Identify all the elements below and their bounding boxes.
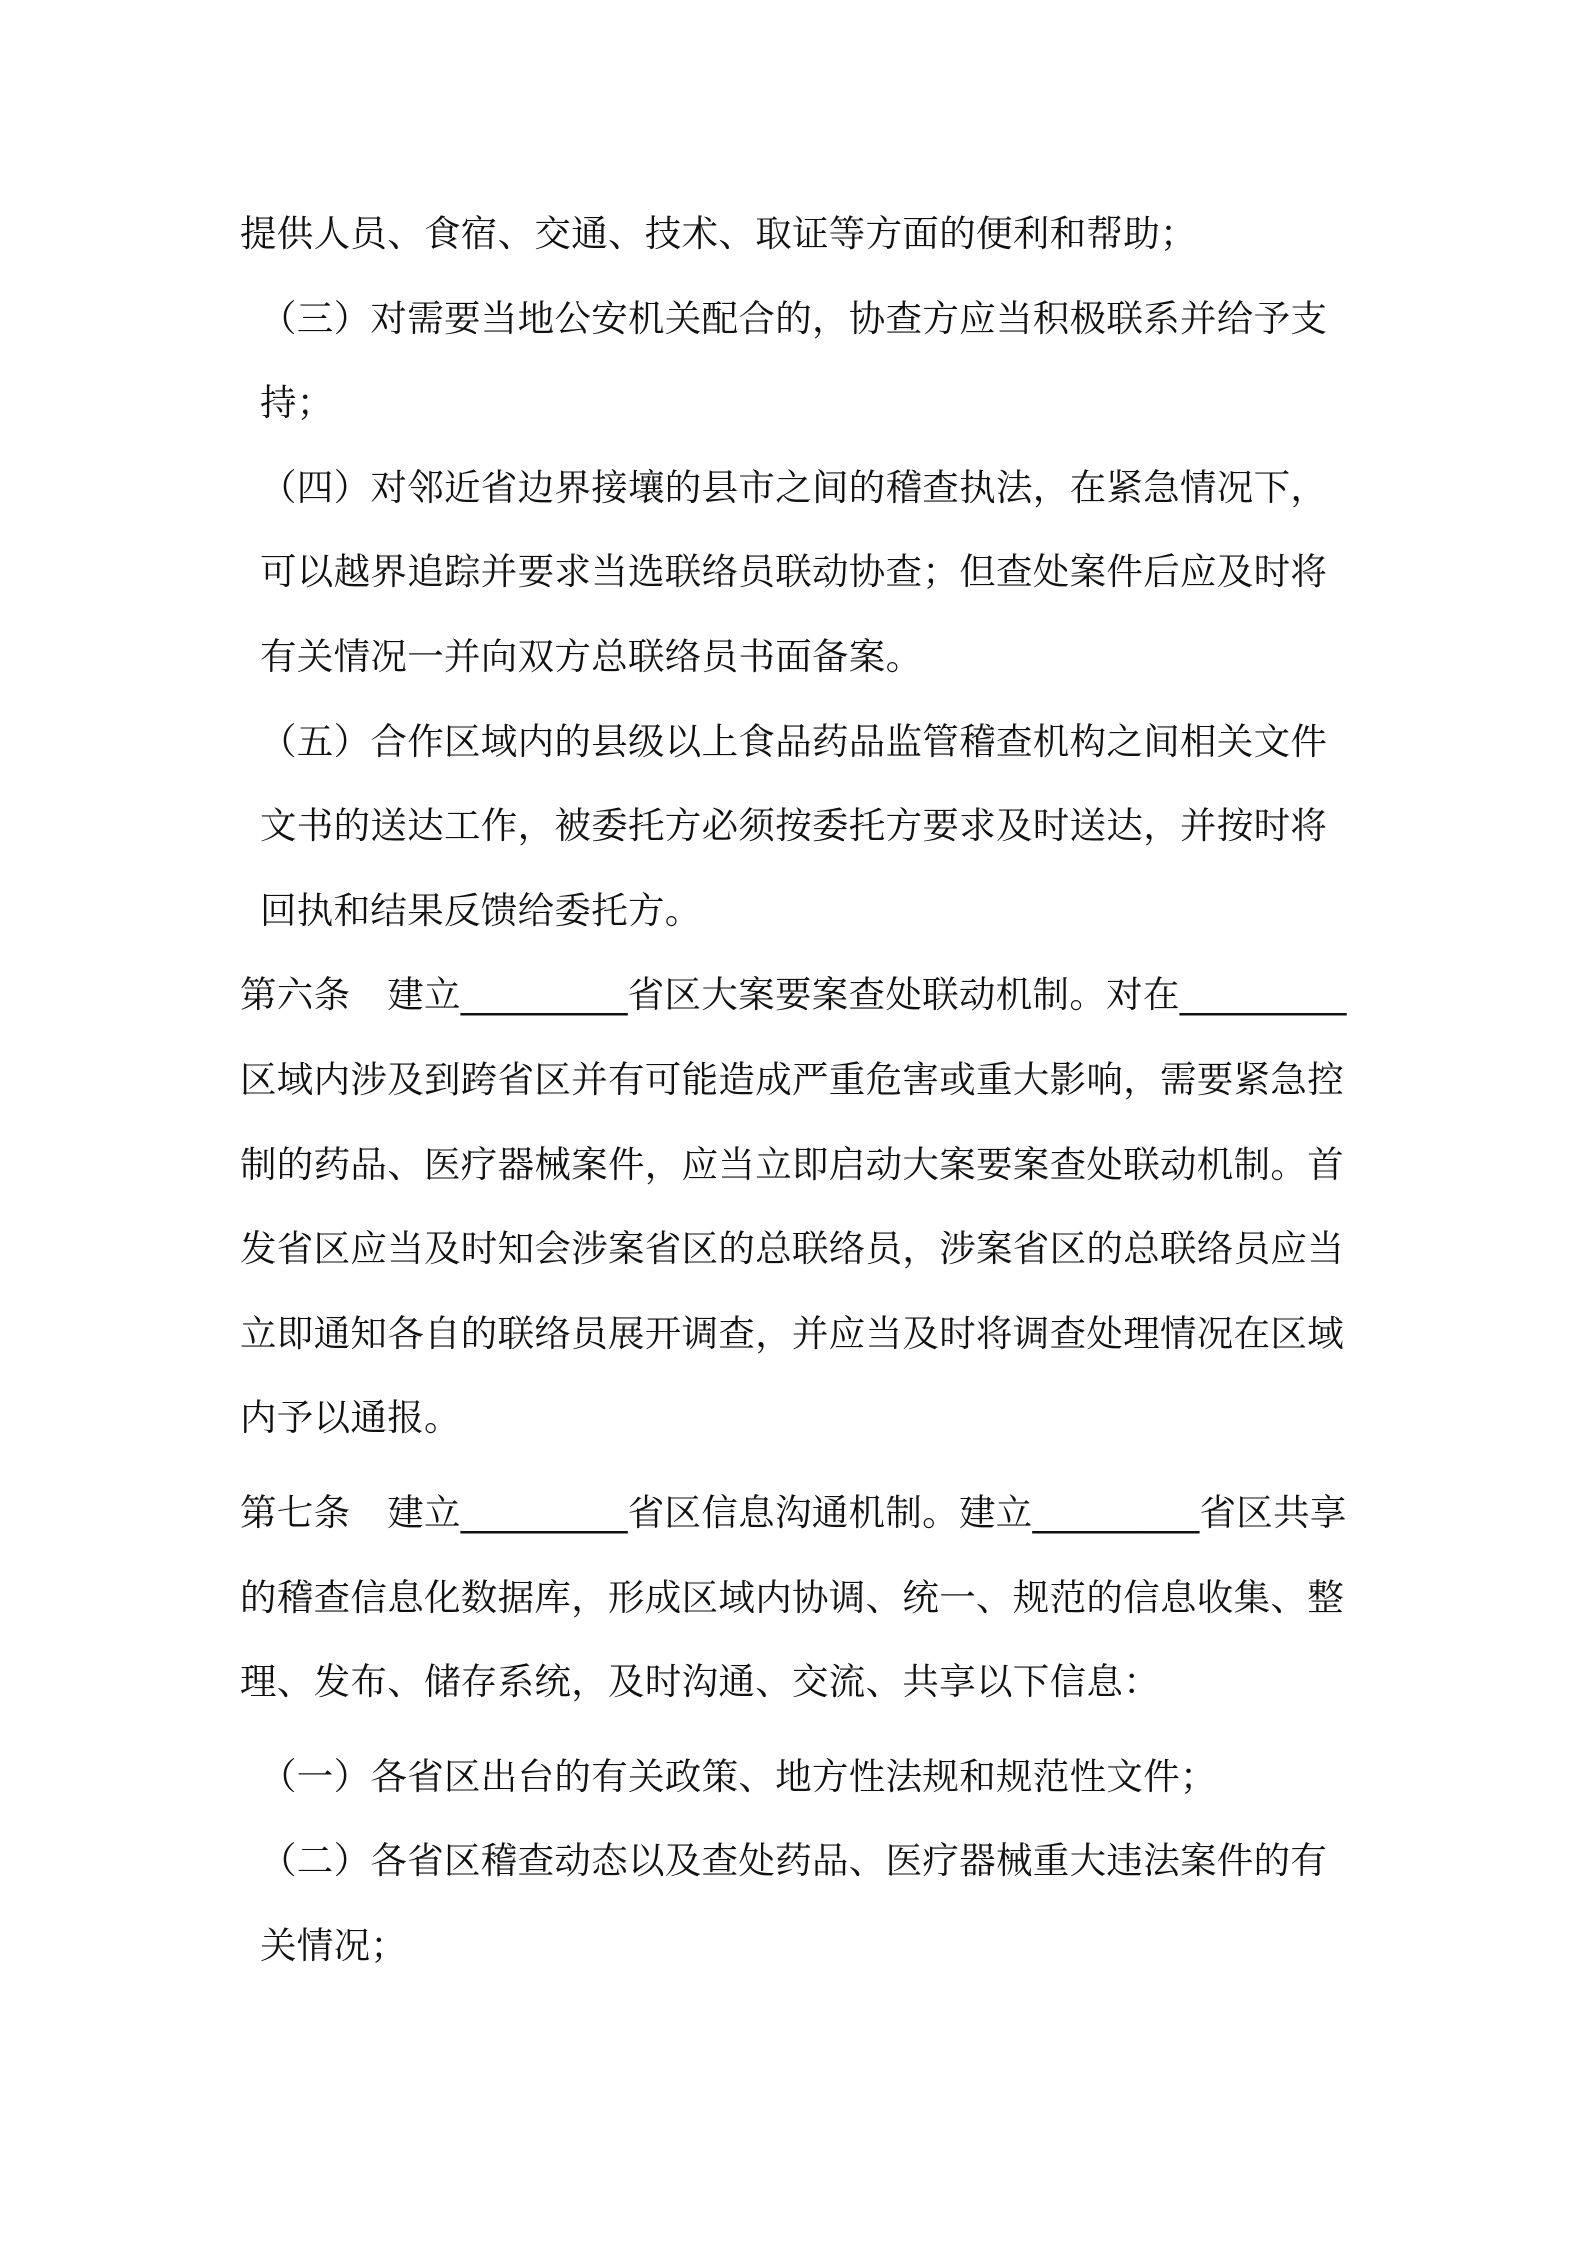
paragraph-item-2: （二）各省区稽查动态以及查处药品、医疗器械重大违法案件的有关情况； <box>260 1839 1328 1967</box>
paragraph-item-3: （三）对需要当地公安机关配合的，协查方应当积极联系并给予支持； <box>260 296 1328 425</box>
paragraph-continuation: 提供人员、食宿、交通、技术、取证等方面的便利和帮助； <box>240 212 1197 255</box>
article-6: 第六条 建立_________省区大案要案查处联动机制。对在_________区域内涉及到跨省区并有可能造成严重危害或重大影响，需要紧急控制的药品、医疗器械案件，应当立即启动大案要案查处联动机制。首发省区应当及时知会涉案省区的总联络员，涉案省区的总联络员应当立即通知各自的联络员展开调查，并应当及时将调查处理情况在区域内予以通报。 <box>240 973 1347 1440</box>
paragraph-item-4: （四）对邻近省边界接壤的县市之间的稽查执法，在紧急情况下，可以越界追踪并要求当选联络员联动协查；但查处案件后应及时将有关情况一并向双方总联络员书面备案。 <box>260 465 1328 678</box>
paragraph-item-5: （五）合作区域内的县级以上食品药品监管稽查机构之间相关文件文书的送达工作，被委托方必须按委托方要求及时送达，并按时将回执和结果反馈给委托方。 <box>260 719 1328 932</box>
document-body <box>240 192 1358 1988</box>
paragraph-item-1: （一）各省区出台的有关政策、地方性法规和规范性文件； <box>260 1754 1217 1798</box>
article-7: 第七条 建立_________省区信息沟通机制。建立_________省区共享的稽查信息化数据库，形成区域内协调、统一、规范的信息收集、整理、发布、储存系统，及时沟通、交流、共享以下信息： <box>240 1490 1347 1704</box>
